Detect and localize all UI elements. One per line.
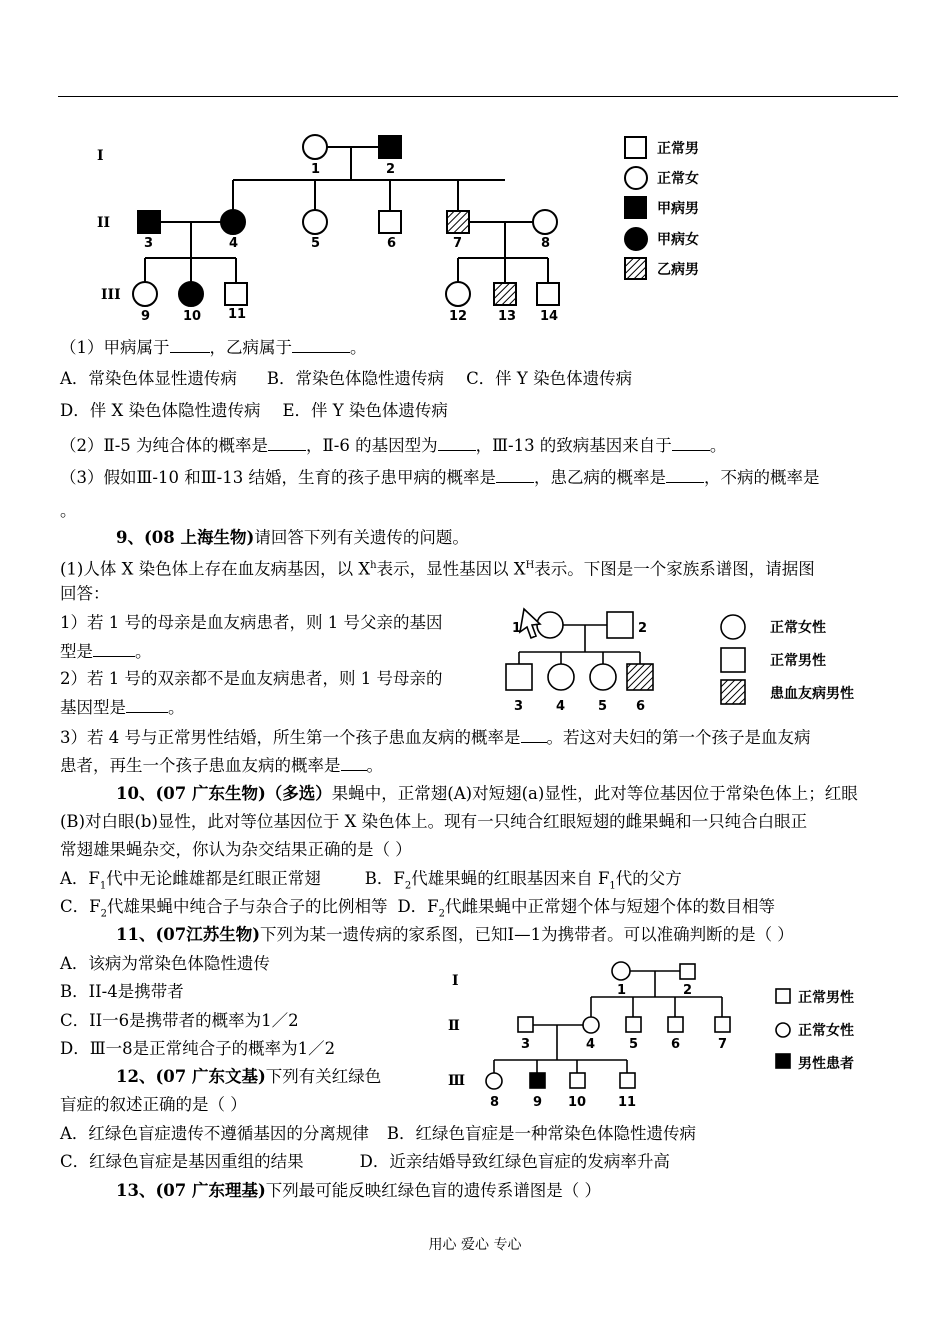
pedigree1-id: 12: [449, 309, 468, 324]
pedigree1-id: 5: [311, 236, 321, 251]
q8-option-e: E．伴 Y 染色体遗传病: [282, 401, 448, 420]
legend2-normal-female-symbol: [721, 615, 745, 639]
legend1-label: 正常男: [657, 141, 699, 157]
pedigree1-id: 7: [453, 236, 463, 251]
pedigree3-I-2: [680, 964, 695, 979]
pedigree1-id: 1: [311, 162, 321, 177]
pedigree3-id: 8: [490, 1095, 500, 1110]
q13-heading: 13、(07 广东理基)下列最可能反映红绿色盲的遗传系谱图是（ ）: [116, 1181, 602, 1200]
pedigree2-id: 2: [638, 621, 648, 636]
legend2-label: 正常男性: [770, 653, 826, 669]
legend1-a-female-symbol: [625, 228, 647, 250]
pedigree1-III-10: [179, 282, 203, 306]
q10-heading: 10、(07 广东生物)（多选）果蝇中，正常翅(A)对短翅(a)显性，此对等位基因位于常染色体上；红眼: [116, 784, 858, 803]
q10-option-d: D．$F_2$代雌果蝇中正常翅个体与短翅个体的数目相等: [397, 897, 776, 920]
pedigree1-gen-III: III: [101, 287, 121, 303]
q11-option-c: C．II一6是携带者的概率为1／2: [60, 1011, 299, 1030]
legend1-label: 甲病男: [657, 201, 699, 217]
legend1-normal-female-symbol: [625, 167, 647, 189]
q12-option-b: B．红绿色盲症是一种常染色体隐性遗传病: [386, 1124, 697, 1143]
pedigree2-1: [537, 612, 563, 638]
pedigree1-id: 13: [498, 309, 517, 324]
q12-options-row2: [60, 1151, 670, 1173]
pedigree1-gen-I: I: [97, 148, 104, 164]
pedigree2-id: 4: [556, 699, 566, 714]
pedigree3-III-9: [530, 1073, 545, 1088]
pedigree3-gen-III: Ⅲ: [448, 1073, 466, 1089]
pedigree1-II-8: [533, 210, 557, 234]
answer-blank[interactable]: [438, 434, 476, 451]
pedigree1-III-14: [537, 283, 559, 305]
pedigree3-III-8: [486, 1073, 502, 1089]
q10-stem-3: 常翅雄果蝇杂交，你认为杂交结果正确的是（ ）: [60, 840, 412, 859]
pedigree1-id: 2: [386, 162, 396, 177]
legend1-b-male-symbol: [625, 258, 646, 279]
legend2-label: 正常女性: [770, 620, 826, 636]
q8-options-row2: [60, 400, 448, 422]
pedigree1-II-3: [138, 211, 160, 233]
pedigree2-arrow: [520, 609, 540, 638]
pedigree1-II-7: [447, 211, 469, 233]
pedigree1-II-6: [379, 211, 401, 233]
pedigree3-gen-II: Ⅱ: [448, 1018, 460, 1034]
legend1-normal-male-symbol: [625, 137, 646, 158]
q10-stem-2: (B)对白眼(b)显性，此对等位基因位于 X 染色体上。现有一只纯合红眼短翅的雌果蝇和一只纯合白眼正: [60, 812, 808, 831]
legend2-label: 患血友病男性: [770, 686, 854, 702]
pedigree3-id: 11: [618, 1095, 637, 1110]
legend1-label: 正常女: [657, 171, 699, 187]
legend2-normal-male-symbol: [721, 648, 745, 672]
legend3-label: 正常女性: [798, 1023, 854, 1039]
pedigree3-II-5: [626, 1017, 641, 1032]
q9-sub1-cont: 型是 。: [60, 642, 152, 661]
pedigree3-id: 1: [617, 983, 627, 998]
pedigree3-id: 9: [533, 1095, 543, 1110]
q10-option-b: B．$F_2$代雄果蝇的红眼基因来自 $F_1$代的父方: [364, 869, 682, 892]
legend2-hemophilia-male-symbol: [721, 680, 745, 704]
q9-sub2-cont: 基因型是 。: [60, 698, 185, 717]
pedigree3-id: 4: [586, 1037, 596, 1052]
q9-intro-2: 回答：: [60, 584, 110, 603]
pedigree1-I-1: [303, 135, 327, 159]
q9-sub1: 1）若 1 号的母亲是血友病患者，则 1 号父亲的基因: [60, 613, 443, 632]
pedigree2-id: 6: [636, 699, 646, 714]
pedigree3-III-11: [620, 1073, 635, 1088]
pedigree2-id: 1: [512, 621, 522, 636]
pedigree1-id: 9: [141, 309, 151, 324]
pedigree1-gen-II: II: [97, 215, 111, 231]
pedigree3-II-3: [518, 1017, 533, 1032]
pedigree1-III-9: [133, 282, 157, 306]
pedigree3-I-1: [612, 962, 630, 980]
q9-intro: (1)人体 X 染色体上存在血友病基因，以 $X^h$表示，显性基因以 $X^H$表示。下图是一个家族系谱图，请据图: [60, 559, 815, 579]
pedigree2-3: [506, 664, 532, 690]
answer-blank[interactable]: [666, 466, 704, 483]
legend1-a-male-symbol: [625, 197, 646, 218]
q12-stem-2: 盲症的叙述正确的是（ ）: [60, 1095, 247, 1114]
q12-options-row1: [60, 1123, 696, 1145]
q10-options-row1: [60, 868, 682, 897]
legend3-label: 正常男性: [798, 990, 854, 1006]
answer-blank[interactable]: [126, 696, 168, 713]
answer-blank[interactable]: [672, 434, 710, 451]
pedigree1-III-13: [494, 283, 516, 305]
pedigree3-id: 6: [671, 1037, 681, 1052]
legend1-label: 乙病男: [657, 262, 699, 278]
answer-blank[interactable]: [496, 466, 534, 483]
pedigree3-II-6: [668, 1017, 683, 1032]
q8-option-a: A．常染色体显性遗传病: [60, 369, 237, 388]
q10-option-a: A．$F_1$代中无论雌雄都是红眼正常翅: [60, 869, 321, 892]
answer-blank[interactable]: [93, 640, 135, 657]
q12-option-a: A．红绿色盲症遗传不遵循基因的分离规律: [60, 1124, 369, 1143]
q11-option-b: B．II-4是携带者: [60, 982, 184, 1001]
legend3-normal-male-symbol: [776, 989, 790, 1003]
pedigree2-id: 3: [514, 699, 524, 714]
q8-part3: （3）假如Ⅲ-10 和Ⅲ-13 结婚，生育的孩子患甲病的概率是 ，患乙病的概率是 ，不病的概率是: [60, 468, 820, 487]
pedigree1-id: 10: [183, 309, 202, 324]
pedigree1-id: 14: [540, 309, 559, 324]
q8-option-d: D．伴 X 染色体隐性遗传病: [60, 401, 261, 420]
pedigree3-II-4: [583, 1017, 599, 1033]
q8-part2: （2）Ⅱ-5 为纯合体的概率是 ，Ⅱ-6 的基因型为 ，Ⅲ-13 的致病基因来自于 。: [60, 436, 727, 455]
answer-blank[interactable]: [521, 726, 547, 743]
pedigree1-II-5: [303, 210, 327, 234]
pedigree2-4: [548, 664, 574, 690]
q8-part1: （1）甲病属于 ，乙病属于 。: [60, 338, 367, 357]
q12-heading: 12、(07 广东文基)下列有关红绿色: [116, 1067, 382, 1086]
q9-sub3: 3）若 4 号与正常男性结婚，所生第一个孩子患血友病的概率是 。若这对夫妇的第一个孩子是血友病: [60, 728, 811, 747]
pedigree1-id: 3: [144, 236, 154, 251]
pedigree2-id: 5: [598, 699, 608, 714]
pedigree2-5: [590, 664, 616, 690]
pedigree3-id: 10: [568, 1095, 587, 1110]
pedigree1-III-12: [446, 282, 470, 306]
pedigree3-gen-I: Ⅰ: [452, 973, 459, 989]
pedigree2-6: [627, 664, 653, 690]
q8-option-c: C．伴 Y 染色体遗传病: [466, 369, 633, 388]
pedigree3-II-7: [715, 1017, 730, 1032]
pedigree3-id: 2: [683, 983, 693, 998]
page-footer: 用心 爱心 专心: [428, 1237, 522, 1253]
legend3-label: 男性患者: [798, 1056, 854, 1072]
q11-heading: 11、(07江苏生物)下列为某一遗传病的家系图，已知Ⅰ—1为携带者。可以准确判断的是（ ）: [116, 925, 794, 944]
pedigree3-id: 7: [718, 1037, 728, 1052]
q8-part3-end: 。: [60, 501, 77, 520]
legend1-label: 甲病女: [657, 232, 699, 248]
pedigree2-2: [607, 612, 633, 638]
q9-sub3-cont: 患者，再生一个孩子患血友病的概率是 。: [60, 756, 383, 775]
q12-option-d: D．近亲结婚导致红绿色盲症的发病率升高: [359, 1152, 670, 1171]
pedigree1-II-4: [221, 210, 245, 234]
q9-sub2: 2）若 1 号的双亲都不是血友病患者，则 1 号母亲的: [60, 669, 443, 688]
pedigree3-id: 5: [629, 1037, 639, 1052]
pedigree1-I-2: [379, 136, 401, 158]
q8-option-b: B．常染色体隐性遗传病: [266, 369, 445, 388]
legend3-affected-male-symbol: [776, 1054, 790, 1068]
legend3-normal-female-symbol: [776, 1023, 790, 1037]
q10-options-row2: [60, 896, 775, 925]
pedigree1-id: 6: [387, 236, 397, 251]
q11-option-d: D．Ⅲ一8是正常纯合子的概率为1／2: [60, 1039, 336, 1058]
pedigree1-id: 4: [229, 236, 239, 251]
pedigree3-III-10: [570, 1073, 585, 1088]
q9-heading: 9、(08 上海生物)请回答下列有关遗传的问题。: [116, 528, 469, 547]
q11-option-a: A．该病为常染色体隐性遗传: [60, 954, 270, 973]
q10-option-c: C．$F_2$代雄果蝇中纯合子与杂合子的比例相等: [60, 897, 388, 920]
pedigree3-id: 3: [521, 1037, 531, 1052]
answer-blank[interactable]: [292, 336, 350, 353]
pedigree1-id: 11: [228, 307, 247, 322]
answer-blank[interactable]: [170, 336, 210, 353]
q12-option-c: C．红绿色盲症是基因重组的结果: [60, 1152, 304, 1171]
pedigree1-id: 8: [541, 236, 551, 251]
answer-blank[interactable]: [341, 754, 367, 771]
answer-blank[interactable]: [268, 434, 306, 451]
q8-options-row1: [60, 368, 632, 390]
pedigree1-III-11: [225, 283, 247, 305]
